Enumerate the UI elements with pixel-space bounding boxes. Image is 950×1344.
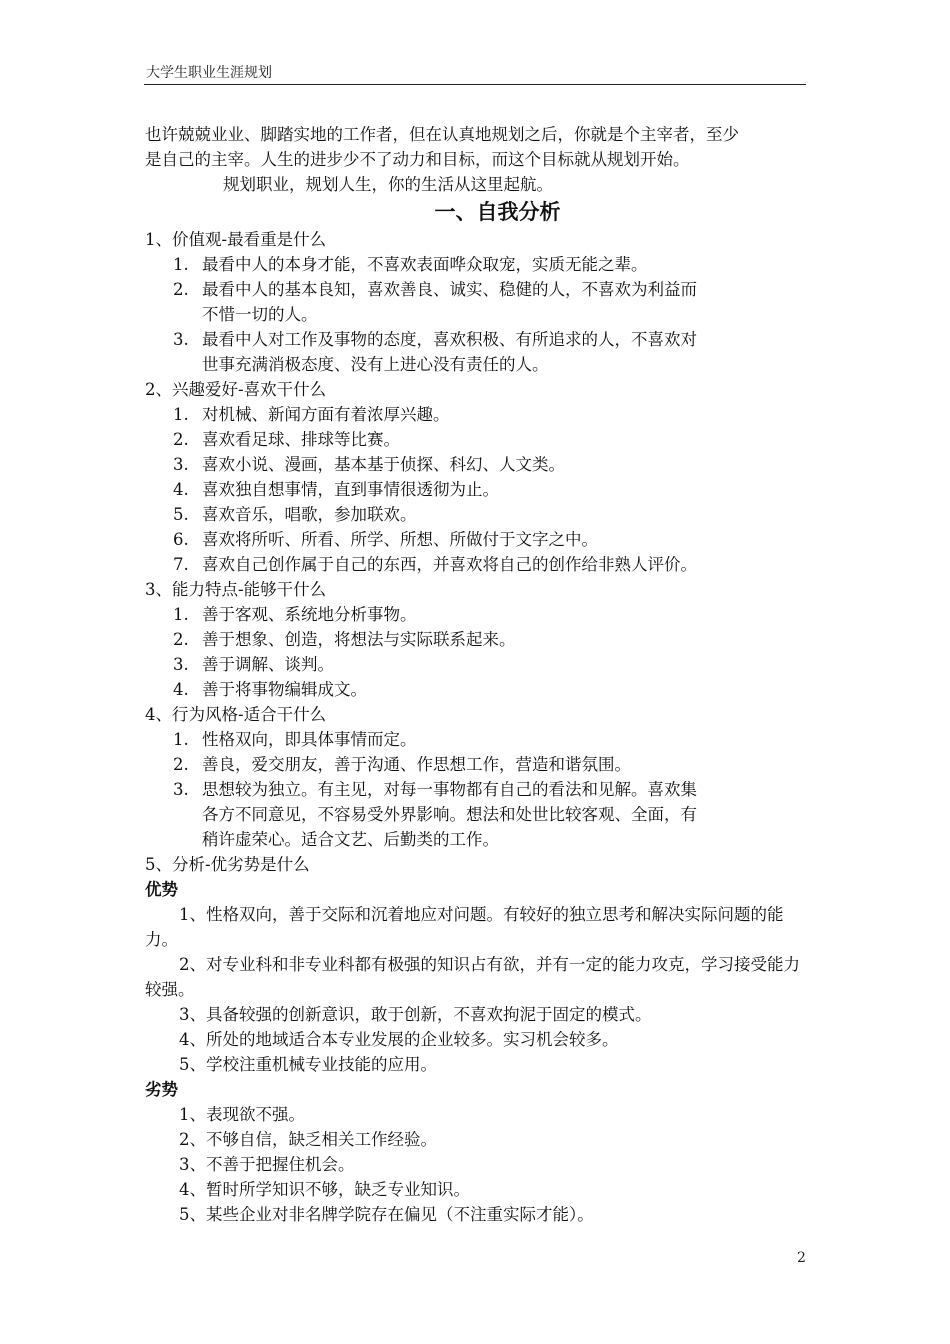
section-list [145,727,810,852]
list-item: 3. 最看中人对工作及事物的态度，喜欢积极、有所追求的人，不喜欢对 世事充满消极态度、没有上进心没有责任的人。 [173,330,697,374]
list-item: 5、某些企业对非名牌学院存在偏见（不注重实际才能）。 [179,1205,594,1224]
list-item: 3. 喜欢小说、漫画，基本基于侦探、科幻、人文类。 [173,455,565,474]
page-number: 2 [797,1250,806,1266]
section-heading: 4、行为风格-适合干什么 [145,705,327,724]
section-list [145,602,810,702]
page-header-title: 大学生职业生涯规划 [146,65,272,81]
list-item: 7. 喜欢自己创作属于自己的东西，并喜欢将自己的创作给非熟人评价。 [173,555,697,574]
list-item: 3、不善于把握住机会。 [179,1155,355,1174]
list-item: 2. 喜欢看足球、排球等比赛。 [173,430,400,449]
list-item: 3. 思想较为独立。有主见，对每一事物都有自己的看法和见解。喜欢集 各方不同意见，不容易受外界影响。想法和处世比较客观、全面，有 稍许虚荣心。适合文艺、后勤类的工作。 [173,780,697,849]
weaknesses-heading: 劣势 [145,1080,178,1099]
list-item: 2. 善良，爱交朋友，善于沟通、作思想工作，营造和谐氛围。 [173,755,631,774]
strength-paragraph: 3、具备较强的创新意识，敢于创新，不喜欢拘泥于固定的模式。 [179,1005,652,1024]
list-item: 5. 喜欢音乐，唱歌，参加联欢。 [173,505,417,524]
list-item: 2. 善于想象、创造，将想法与实际联系起来。 [173,630,516,649]
strength-paragraph: 4、所处的地域适合本专业发展的企业较多。实习机会较多。 [179,1030,619,1049]
list-item: 6. 喜欢将所听、所看、所学、所想、所做付于文字之中。 [173,530,598,549]
list-item: 4、暂时所学知识不够，缺乏专业知识。 [179,1180,470,1199]
list-item: 1、表现欲不强。 [179,1105,305,1124]
list-item: 1. 最看中人的本身才能，不喜欢表面哗众取宠，实质无能之辈。 [173,255,648,274]
list-item: 1. 对机械、新闻方面有着浓厚兴趣。 [173,405,450,424]
strengths-heading: 优势 [145,880,178,899]
section-title: 一、自我分析 [434,200,561,224]
section-heading: 3、能力特点-能够干什么 [145,580,327,599]
list-item: 2. 最看中人的基本良知，喜欢善良、诚实、稳健的人，不喜欢为利益而 不惜一切的人。 [173,280,697,324]
intro-line-2: 是自己的主宰。人生的进步少不了动力和目标，而这个目标就从规划开始。 [145,150,690,169]
list-item: 3. 善于调解、谈判。 [173,655,334,674]
list-item: 4. 善于将事物编辑成文。 [173,680,367,699]
section-list [145,252,810,377]
list-item: 2、不够自信，缺乏相关工作经验。 [179,1130,437,1149]
strength-paragraph: 5、学校注重机械专业技能的应用。 [179,1055,437,1074]
strength-paragraph: 1、性格双向，善于交际和沉着地应对问题。有较好的独立思考和解决实际问题的能力。 [145,905,784,949]
intro-motto: 规划职业，规划人生，你的生活从这里起航。 [223,175,553,194]
section-heading: 1、价值观-最看重是什么 [145,230,327,249]
list-item: 4. 喜欢独自想事情，直到事情很透彻为止。 [173,480,499,499]
section-heading: 5、分析-优劣势是什么 [145,855,310,874]
page-content [145,122,810,1227]
intro-line-1: 也许兢兢业业、脚踏实地的工作者，但在认真地规划之后，你就是个主宰者，至少 [145,125,739,144]
list-item: 1. 善于客观、系统地分析事物。 [173,605,417,624]
list-item: 1. 性格双向，即具体事情而定。 [173,730,417,749]
section-heading: 2、兴趣爱好-喜欢干什么 [145,380,327,399]
header-divider [144,84,806,85]
strength-paragraph: 2、对专业科和非专业科都有极强的知识占有欲，并有一定的能力攻克，学习接受能力较强。 [145,955,800,999]
weakness-list [145,1102,810,1227]
section-list [145,402,810,577]
